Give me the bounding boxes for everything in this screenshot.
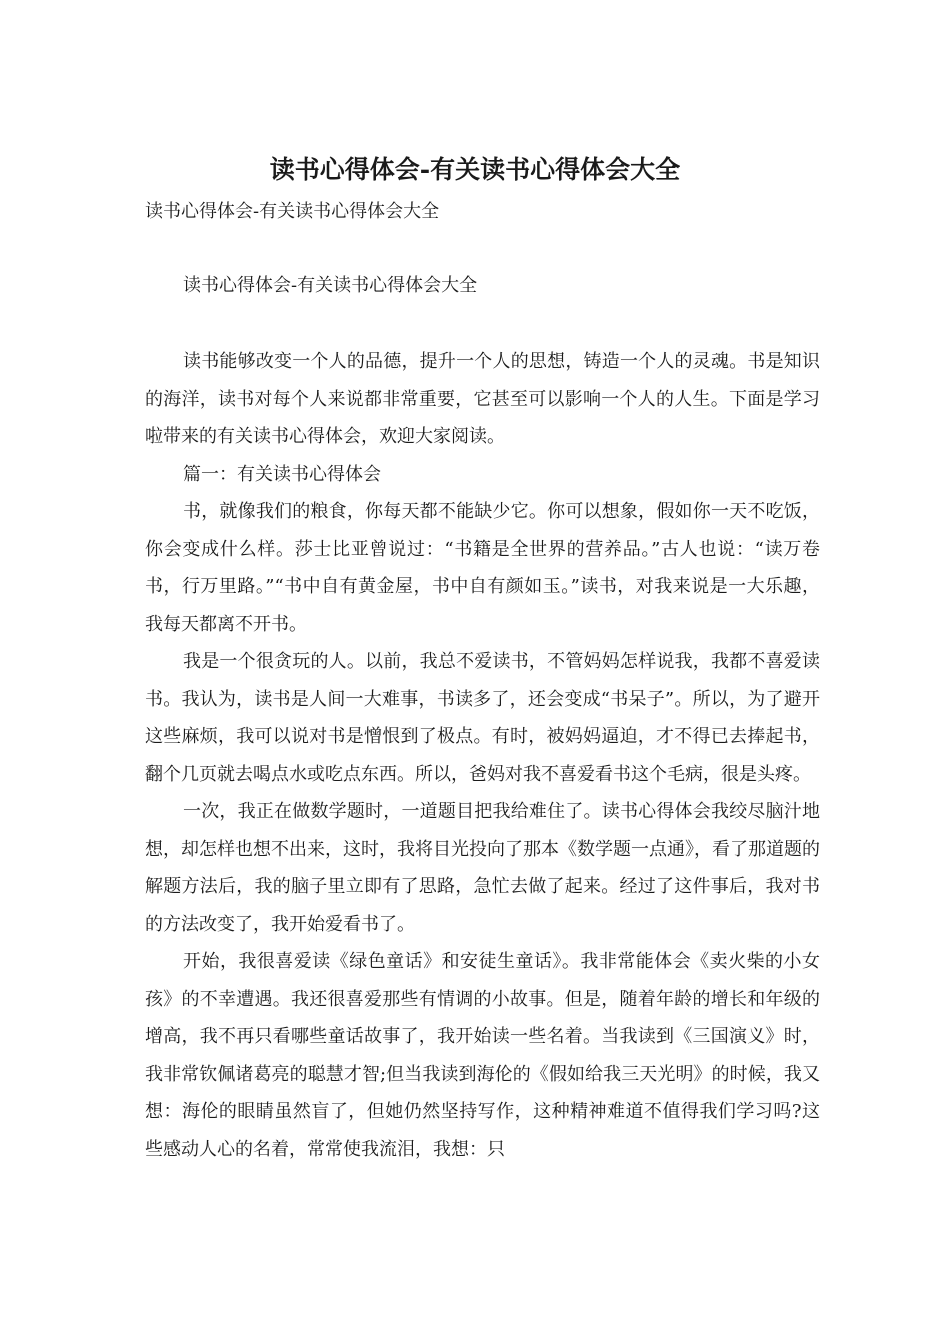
- paragraph: 一次，我正在做数学题时，一道题目把我给难住了。读书心得体会我绞尽脑汁地想，却怎样也想不出来，这时，我将目光投向了那本《数学题一点通》，看了那道题的解题方法后，我的脑子里立即有了思路，急忙去做了起来。经过了这件事后，我对书的方法改变了，我开始爱看书了。: [145, 801, 820, 935]
- paragraph: 书，就像我们的粮食，你每天都不能缺少它。你可以想象，假如你一天不吃饭，你会变成什么样。莎士比亚曾说过：“书籍是全世界的营养品。”古人也说：“读万卷书，行万里路。”“书中自有黄金屋，书中自有颜如玉。”读书，对我来说是一大乐趣，我每天都离不开书。: [145, 501, 820, 635]
- paragraph: 我是一个很贪玩的人。以前，我总不爱读书，不管妈妈怎样说我，我都不喜爱读书。我认为，读书是人间一大难事，书读多了，还会变成“书呆子”。所以，为了避开这些麻烦，我可以说对书是憎恨到了极点。有时，被妈妈逼迫，才不得已去捧起书，翻个几页就去喝点水或吃点东西。所以，爸妈对我不喜爱看书这个毛病，很是头疼。: [145, 651, 820, 785]
- section-heading: 读书心得体会-有关读书心得体会大全: [183, 275, 478, 296]
- document-subtitle: 读书心得体会-有关读书心得体会大全: [145, 201, 440, 222]
- paragraph-chapter-heading: 篇一：有关读书心得体会: [183, 463, 381, 485]
- document-title: 读书心得体会-有关读书心得体会大全: [269, 155, 681, 184]
- paragraph: 开始，我很喜爱读《绿色童话》和安徒生童话》。我非常能体会《卖火柴的小女孩》的不幸遭遇。我还很喜爱那些有情调的小故事。但是，随着年龄的增长和年级的增高，我不再只看哪些童话故事了，我开始读一些名着。当我读到《三国演义》时，我非常钦佩诸葛亮的聪慧才智;但当我读到海伦的《假如给我三天光明》的时候，我又想：海伦的眼睛虽然盲了，但她仍然坚持写作，这种精神难道不值得我们学习吗?这些感动人心的名着，常常使我流泪，我想：只: [145, 951, 820, 1160]
- document-body: [145, 343, 820, 1168]
- paragraph-intro: 读书能够改变一个人的品德，提升一个人的思想，铸造一个人的灵魂。书是知识的海洋，读书对每个人来说都非常重要，它甚至可以影响一个人的人生。下面是学习啦带来的有关读书心得体会，欢迎大家阅读。: [145, 351, 820, 447]
